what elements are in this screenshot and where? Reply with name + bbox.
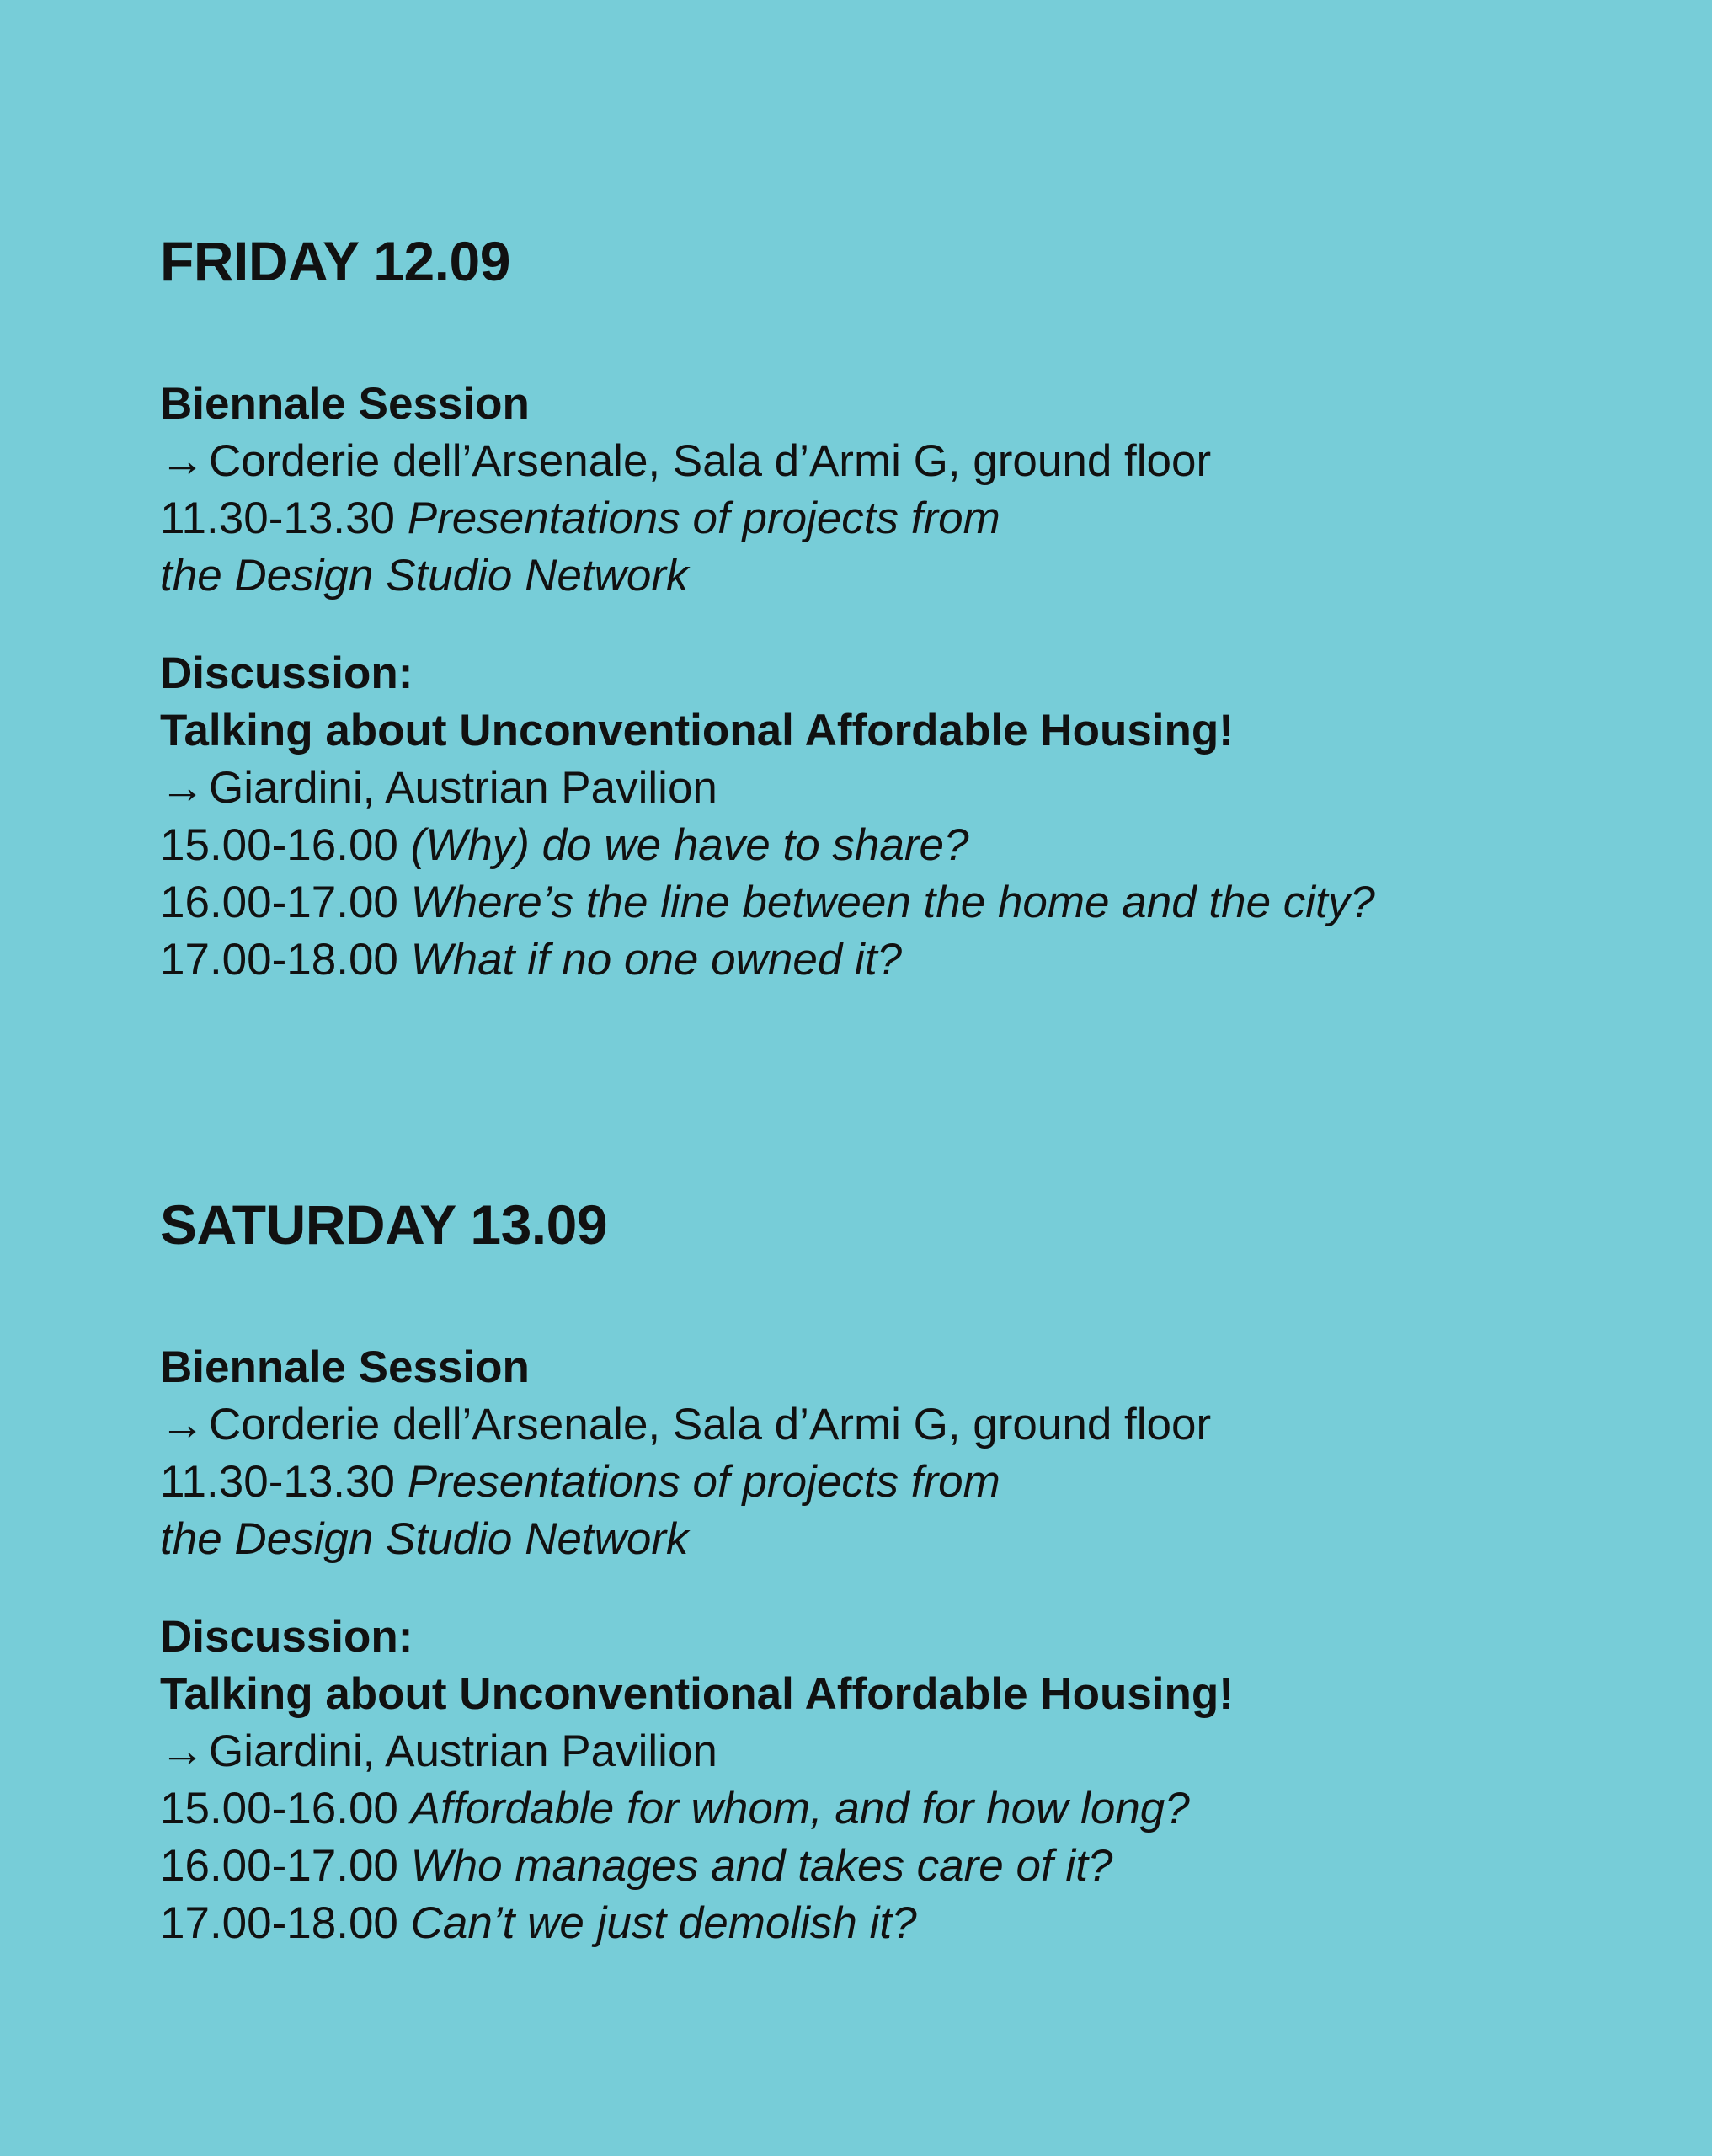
discussion-heading: Discussion: bbox=[160, 1612, 413, 1662]
biennale-session bbox=[160, 376, 1642, 605]
discussion bbox=[160, 645, 1642, 989]
discussion-topic: What if no one owned it? bbox=[410, 935, 903, 985]
day-title: SATURDAY 13.09 bbox=[160, 1193, 608, 1256]
discussion-topic: Can’t we just demolish it? bbox=[410, 1898, 917, 1948]
session-location bbox=[160, 433, 1642, 490]
discussion-topic: Affordable for whom, and for how long? bbox=[410, 1784, 1190, 1833]
discussion-title: Talking about Unconventional Affordable Housing! bbox=[160, 706, 1234, 755]
discussion-heading: Discussion: bbox=[160, 648, 413, 698]
discussion-item bbox=[160, 931, 1642, 989]
schedule-page bbox=[160, 227, 1642, 1952]
discussion-time: 16.00-17.00 bbox=[160, 1841, 398, 1891]
discussion-title: Talking about Unconventional Affordable Housing! bbox=[160, 1669, 1234, 1719]
discussion-item bbox=[160, 817, 1642, 874]
discussion-time: 16.00-17.00 bbox=[160, 878, 398, 927]
discussion-topic: (Why) do we have to share? bbox=[410, 820, 969, 870]
day-saturday bbox=[160, 1191, 1642, 1952]
discussion-location bbox=[160, 760, 1642, 817]
discussion-time: 17.00-18.00 bbox=[160, 1898, 398, 1948]
session-description-cont: the Design Studio Network bbox=[160, 1514, 689, 1564]
session-heading: Biennale Session bbox=[160, 1342, 530, 1392]
discussion-time: 17.00-18.00 bbox=[160, 935, 398, 985]
discussion bbox=[160, 1609, 1642, 1952]
discussion-item bbox=[160, 874, 1642, 931]
session-location-text: Corderie dell’Arsenale, Sala d’Armi G, ground floor bbox=[209, 436, 1212, 486]
session-description-cont: the Design Studio Network bbox=[160, 551, 689, 600]
session-description: Presentations of projects from bbox=[407, 494, 1000, 543]
arrow-right-icon: → bbox=[160, 763, 205, 813]
discussion-item bbox=[160, 1780, 1642, 1838]
discussion-topic: Who manages and takes care of it? bbox=[410, 1841, 1113, 1891]
discussion-topic: Where’s the line between the home and the city? bbox=[410, 878, 1375, 927]
session-heading: Biennale Session bbox=[160, 379, 530, 429]
session-time-line bbox=[160, 490, 1642, 547]
discussion-item bbox=[160, 1838, 1642, 1895]
session-location-text: Corderie dell’Arsenale, Sala d’Armi G, ground floor bbox=[209, 1400, 1212, 1449]
arrow-right-icon: → bbox=[160, 1400, 205, 1449]
arrow-right-icon: → bbox=[160, 1726, 205, 1776]
biennale-session bbox=[160, 1339, 1642, 1568]
arrow-right-icon: → bbox=[160, 436, 205, 486]
discussion-location-text: Giardini, Austrian Pavilion bbox=[209, 763, 717, 813]
session-time: 11.30-13.30 bbox=[160, 1457, 395, 1507]
day-title: FRIDAY 12.09 bbox=[160, 230, 510, 292]
session-time-line bbox=[160, 1454, 1642, 1511]
discussion-time: 15.00-16.00 bbox=[160, 1784, 398, 1833]
session-location bbox=[160, 1396, 1642, 1454]
discussion-time: 15.00-16.00 bbox=[160, 820, 398, 870]
session-description: Presentations of projects from bbox=[407, 1457, 1000, 1507]
day-friday bbox=[160, 227, 1642, 989]
session-time: 11.30-13.30 bbox=[160, 494, 395, 543]
discussion-location-text: Giardini, Austrian Pavilion bbox=[209, 1726, 717, 1776]
discussion-location bbox=[160, 1723, 1642, 1780]
discussion-item bbox=[160, 1895, 1642, 1952]
